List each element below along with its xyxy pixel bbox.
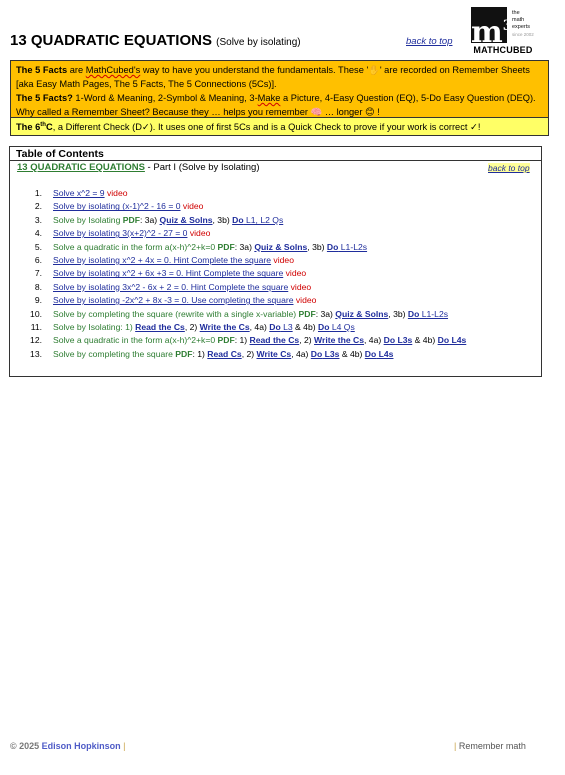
levels-link[interactable]: L4 Qs <box>329 321 355 332</box>
write-cs-link[interactable]: Write Cs <box>256 348 292 359</box>
levels-link[interactable]: L3 <box>280 321 293 332</box>
do-link[interactable]: Do <box>407 308 420 319</box>
video-link[interactable]: video <box>283 268 307 279</box>
toc-title: Table of Contents <box>10 147 541 161</box>
toc-back-to-top-link[interactable]: back to top <box>488 163 530 173</box>
list-item: 2. Solve by isolating (x-1)^2 - 16 = 0 video <box>34 201 204 212</box>
do-link[interactable]: Do <box>364 348 377 359</box>
video-link[interactable]: video <box>180 201 204 212</box>
logo-mark: $m^3$ <box>471 7 507 43</box>
list-item: 5. Solve a quadratic in the form a(x-h)^2+k=0 PDF: 3a) Quiz & Solns, 3b) Do L1-L2s <box>34 241 368 252</box>
back-to-top-link[interactable]: back to top <box>406 36 453 47</box>
do-link[interactable]: Do <box>269 321 281 332</box>
list-item: 4. Solve by isolating 3(x+2)^2 - 27 = 0 video <box>34 228 211 239</box>
toc-link-7[interactable]: Solve by isolating x^2 + 6x +3 = 0. Hint Complete the square <box>53 268 284 279</box>
write-cs-link[interactable]: Write the Cs <box>199 321 250 332</box>
read-cs-link[interactable]: Read the Cs <box>249 335 300 346</box>
quiz-solns-link[interactable]: Quiz & Solns <box>159 214 213 225</box>
table-of-contents <box>9 146 542 377</box>
footer-tagline: | Remember math <box>454 741 526 751</box>
page-subtitle: (Solve by isolating) <box>216 37 301 48</box>
quiz-solns-link[interactable]: Quiz & Solns <box>335 308 389 319</box>
do-link[interactable]: Do <box>326 241 339 252</box>
list-item: 6. Solve by isolating x^2 + 4x = 0. Hint Complete the square video <box>34 254 294 265</box>
toc-link-9[interactable]: Solve by isolating -2x^2 + 8x -3 = 0. Use completing the square <box>53 295 294 306</box>
write-cs-link[interactable]: Write the Cs <box>314 335 365 346</box>
do-link[interactable]: Do <box>383 335 396 346</box>
page-title <box>10 32 301 49</box>
logo-brand: MATHCUBED <box>473 45 533 55</box>
toc-link-4[interactable]: Solve by isolating 3(x+2)^2 - 27 = 0 <box>53 228 188 239</box>
brain-icon: 🧠 <box>310 107 323 117</box>
toc-link-2[interactable]: Solve by isolating (x-1)^2 - 16 = 0 <box>53 201 181 212</box>
list-item: 7. Solve by isolating x^2 + 6x +3 = 0. Hint Complete the square video <box>34 268 307 279</box>
levels-link[interactable]: L1-L2s <box>338 241 368 252</box>
levels-link[interactable]: L3s <box>395 335 413 346</box>
five-facts-line2: The 5 Facts? 1-Word & Meaning, 2-Symbol & Meaning, 3-Make a Picture, 4-Easy Question (EQ), 5-Do Easy Question (DEQ). Why called a Remember Sheet? Because they … helps you remember 🧠 … longer 😊 ! <box>16 93 536 117</box>
five-facts-box <box>10 60 549 122</box>
list-item: 1. Solve x^2 = 9 video <box>34 188 128 198</box>
list-item: 12. Solve a quadratic in the form a(x-h)^2+k=0 PDF: 1) Read the Cs, 2) Write the Cs, 4a) Do L3s & 4b) Do L4s <box>30 335 467 346</box>
page-title-text: 13 QUADRATIC EQUATIONS <box>10 32 212 49</box>
logo-tagline: the math experts since 2002 <box>512 10 534 37</box>
hand-icon: ✋ <box>368 65 380 75</box>
video-link[interactable]: video <box>293 295 317 306</box>
mathcubed-logo[interactable] <box>468 7 538 57</box>
levels-link[interactable]: L4s <box>449 335 467 346</box>
list-item: 8. Solve by isolating 3x^2 - 6x + 2 = 0. Hint Complete the square video <box>34 281 312 292</box>
list-item: 10. Solve by completing the square (rewrite with a single x-variable) PDF: 3a) Quiz & Solns, 3b) Do L1-L2s <box>30 308 449 319</box>
author-name: Edison Hopkinson <box>41 741 121 751</box>
list-item: 3. Solve by Isolating PDF: 3a) Quiz & Solns, 3b) Do L1, L2 Qs <box>34 214 284 225</box>
toc-heading-link[interactable]: 13 QUADRATIC EQUATIONS <box>17 162 145 173</box>
five-facts-line1: The 5 Facts are MathCubed's way to have you understand the fundamentals. These '✋' are recorded on Remember Sheets [aka Easy Math Pages, The 5 Facts, The 5 Connections (5Cs)]. <box>16 65 530 89</box>
toc-link-6[interactable]: Solve by isolating x^2 + 4x = 0. Hint Complete the square <box>53 254 272 265</box>
video-link[interactable]: video <box>187 228 211 239</box>
read-cs-link[interactable]: Read the Cs <box>135 321 185 332</box>
toc-link-1[interactable]: Solve x^2 = 9 <box>53 188 105 198</box>
levels-link[interactable]: L1, L2 Qs <box>243 214 284 225</box>
levels-link[interactable]: L3s <box>322 348 340 359</box>
do-link[interactable]: Do <box>437 335 450 346</box>
levels-link[interactable]: L1-L2s <box>419 308 449 319</box>
do-link[interactable]: Do <box>310 348 323 359</box>
do-link[interactable]: Do <box>317 321 330 332</box>
toc-list <box>10 187 541 361</box>
video-link[interactable]: video <box>104 188 128 198</box>
list-item: 11. Solve by Isolating: 1) Read the Cs, 2) Write the Cs, 4a) Do L3 & 4b) Do L4 Qs <box>30 321 355 332</box>
toc-heading: 13 QUADRATIC EQUATIONS - Part I (Solve by Isolating) <box>17 162 260 173</box>
do-link[interactable]: Do <box>232 214 244 225</box>
footer-copyright: © 2025 Edison Hopkinson | <box>10 741 126 751</box>
read-cs-link[interactable]: Read Cs <box>207 348 242 359</box>
video-link[interactable]: video <box>288 281 312 292</box>
toc-link-8[interactable]: Solve by isolating 3x^2 - 6x + 2 = 0. Hint Complete the square <box>53 281 289 292</box>
list-item: 9. Solve by isolating -2x^2 + 8x -3 = 0. Use completing the square video <box>34 295 317 306</box>
quiz-solns-link[interactable]: Quiz & Solns <box>254 241 308 252</box>
list-item: 13. Solve by completing the square PDF: 1) Read Cs, 2) Write Cs, 4a) Do L3s & 4b) Do L4s <box>30 348 394 359</box>
sixth-c-note: The 6thC, a Different Check (D✓). It uses one of first 5Cs and is a Quick Check to prove if your work is correct ✓! <box>10 117 549 136</box>
smile-icon: 😊 <box>365 107 375 117</box>
video-link[interactable]: video <box>271 254 294 265</box>
levels-link[interactable]: L4s <box>376 348 394 359</box>
